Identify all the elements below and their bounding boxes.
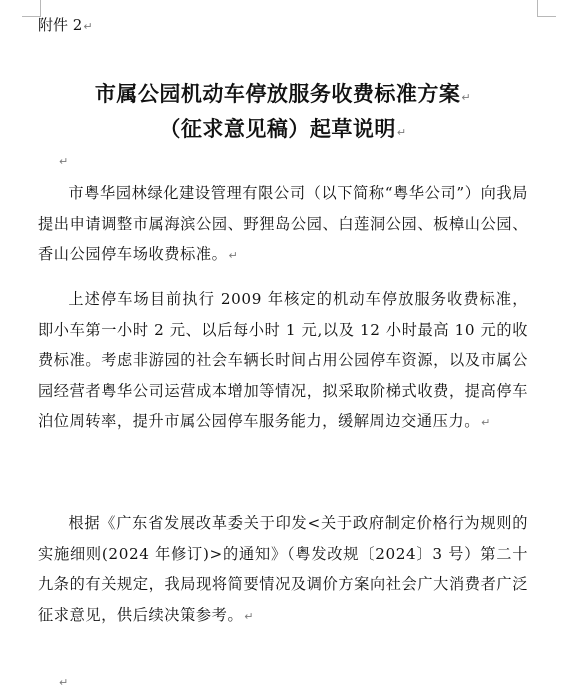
paragraph-mark-icon: ↵ (228, 249, 239, 262)
paragraph-mark-icon: ↵ (59, 676, 69, 689)
body-paragraph-3: 根据《广东省发展改革委关于印发<关于政府制定价格行为规则的实施细则(2024 年修订)>的通知》（粤发改规〔2024〕3 号）第二十九条的有关规定，我局现将简要情况及调价方案向社会广大消费者广泛征求意见，供后续决策参考。↵ (38, 514, 528, 624)
document-title-line1: 市属公园机动车停放服务收费标准方案↵ (94, 82, 472, 106)
attachment-label: 附件 2↵ (38, 16, 93, 34)
paragraph-mark-icon: ↵ (396, 126, 407, 139)
paragraph-mark-icon: ↵ (59, 155, 69, 168)
paragraph-mark-icon: ↵ (244, 609, 255, 623)
paragraph-mark-icon: ↵ (481, 416, 491, 429)
document-title-line2: （征求意见稿）起草说明↵ (159, 117, 407, 141)
body-paragraph-1: 市粤华园林绿化建设管理有限公司（以下简称“粤华公司”）向我局提出申请调整市属海滨公园、野狸岛公园、白莲洞公园、板樟山公园、香山公园停车场收费标准。↵ (38, 184, 528, 263)
page-corner-marker-right (537, 0, 556, 17)
paragraph-mark-icon: ↵ (83, 20, 93, 33)
paragraph-mark-icon: ↵ (461, 91, 472, 104)
body-paragraph-2: 上述停车场目前执行 2009 年核定的机动车停放服务收费标准，即小车第一小时 2 元、以后每小时 1 元,以及 12 小时最高 10 元的收费标准。考虑非游园的社会车辆长时间占用公园停车资源，以及市属公园经营者粤华公司运营成本增加等情况，拟采取阶梯式收费，提高停车泊位周转率，提升市属公园停车服务能力，缓解周边交通压力。↵ (38, 290, 528, 430)
